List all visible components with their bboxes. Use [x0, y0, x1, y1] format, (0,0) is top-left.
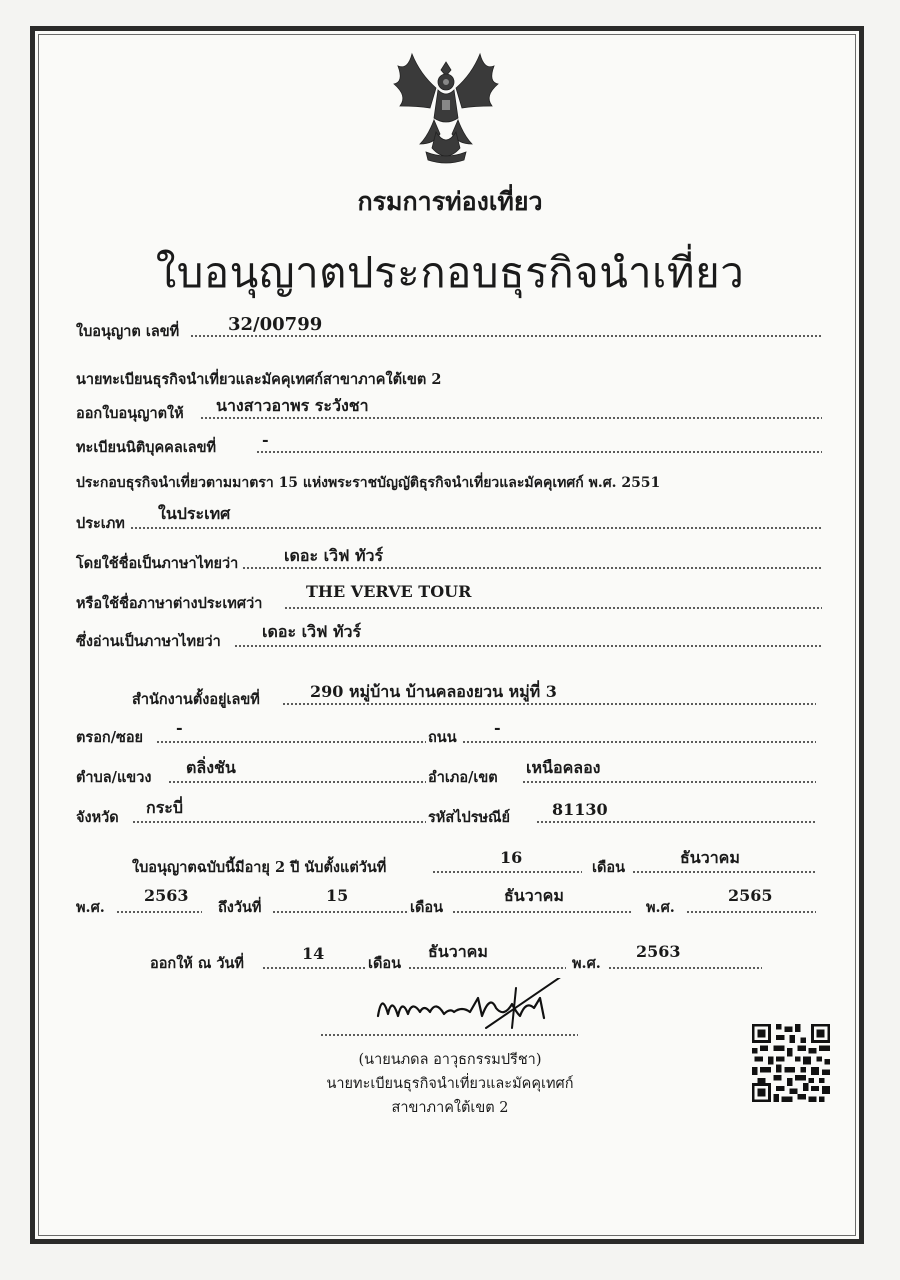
issued-on-day: 14 [302, 944, 325, 963]
signatory-name: (นายนภดล อาวุธกรรมปรีชา) [358, 1052, 542, 1068]
province-label: จังหวัด [76, 809, 119, 826]
reading-value: เดอะ เวิฟ ทัวร์ [262, 622, 362, 641]
validity-month-label: เดือน [592, 859, 625, 876]
district-label: อำเภอ/เขต [428, 769, 498, 786]
road-label: ถนน [428, 729, 457, 746]
juristic-no-dots [256, 451, 822, 453]
category-label: ประเภท [76, 515, 125, 532]
subdistrict-value: ตลิ่งชัน [186, 758, 236, 777]
validity-to-month-dots [452, 911, 632, 913]
validity-from-month-dots [632, 871, 816, 873]
province-dots [132, 821, 426, 823]
thai-name-value: เดอะ เวิฟ ทัวร์ [284, 546, 384, 565]
validity-from-day-dots [432, 871, 582, 873]
signatory-branch: สาขาภาคใต้เขต 2 [391, 1100, 509, 1116]
validity-to-day: 15 [326, 886, 349, 905]
office-value: 290 หมู่บ้าน บ้านคลองยวน หมู่ที่ 3 [310, 682, 557, 701]
issued-on-year: 2563 [636, 942, 681, 961]
garuda-emblem-icon [390, 48, 502, 166]
juristic-no-label: ทะเบียนนิติบุคคลเลขที่ [76, 439, 217, 456]
signature-mark [366, 978, 566, 1038]
road-value: - [494, 718, 501, 737]
postcode-dots [536, 821, 816, 823]
validity-from-day: 16 [500, 848, 523, 867]
issued-on-label: ออกให้ ณ วันที่ [150, 955, 244, 972]
reading-dots [234, 645, 822, 647]
office-label: สำนักงานตั้งอยู่เลขที่ [132, 691, 260, 708]
department-heading: กรมการท่องเที่ยว [357, 187, 543, 216]
alley-dots [156, 741, 426, 743]
validity-to-be-label: พ.ศ. [646, 899, 675, 916]
signature-dots [320, 1034, 578, 1036]
validity-from-year-dots [116, 911, 202, 913]
reading-label: ซึ่งอ่านเป็นภาษาไทยว่า [76, 633, 221, 650]
postcode-label: รหัสไปรษณีย์ [428, 809, 510, 826]
road-dots [462, 741, 816, 743]
issued-to-label: ออกใบอนุญาตให้ [76, 405, 184, 422]
qr-code-icon [752, 1024, 830, 1102]
signatory-position: นายทะเบียนธุรกิจนำเที่ยวและมัคคุเทศก์ [326, 1076, 574, 1092]
validity-be-label: พ.ศ. [76, 899, 105, 916]
issued-on-day-dots [262, 967, 366, 969]
validity-to-month: ธันวาคม [504, 886, 564, 905]
district-value: เหนือคลอง [526, 758, 601, 777]
foreign-name-label: หรือใช้ชื่อภาษาต่างประเทศว่า [76, 595, 263, 612]
validity-to-month-label: เดือน [410, 899, 443, 916]
alley-value: - [176, 718, 183, 737]
document-title: ใบอนุญาตประกอบธุรกิจนำเที่ยว [155, 248, 745, 297]
thai-name-label: โดยใช้ชื่อเป็นภาษาไทยว่า [76, 555, 239, 572]
issued-on-year-dots [608, 967, 762, 969]
license-no-value: 32/00799 [228, 314, 323, 335]
act-line: ประกอบธุรกิจนำเที่ยวตามมาตรา 15 แห่งพระราชบัญญัติธุรกิจนำเที่ยวและมัคคุเทศก์ พ.ศ. 2551 [76, 475, 661, 491]
juristic-no-value: - [262, 430, 269, 449]
validity-label: ใบอนุญาตฉบับนี้มีอายุ 2 ปี นับตั้งแต่วันที่ [132, 859, 387, 876]
validity-to-year-dots [686, 911, 816, 913]
issued-to-value: นางสาวอาพร ระวังชา [216, 396, 369, 415]
registrar-line: นายทะเบียนธุรกิจนำเที่ยวและมัคคุเทศก์สาขาภาคใต้เขต 2 [76, 371, 442, 388]
issued-on-month: ธันวาคม [428, 942, 488, 961]
subdistrict-dots [168, 781, 426, 783]
validity-to-day-dots [272, 911, 408, 913]
validity-to-year: 2565 [728, 886, 773, 905]
category-value: ในประเทศ [158, 504, 231, 523]
license-no-label: ใบอนุญาต เลขที่ [76, 323, 180, 340]
validity-from-month: ธันวาคม [680, 848, 740, 867]
issued-on-month-label: เดือน [368, 955, 401, 972]
validity-until-label: ถึงวันที่ [218, 899, 262, 916]
subdistrict-label: ตำบล/แขวง [76, 769, 152, 786]
issued-on-be-label: พ.ศ. [572, 955, 601, 972]
postcode-value: 81130 [552, 800, 608, 819]
foreign-name-value: THE VERVE TOUR [306, 582, 472, 601]
license-no-dots [190, 335, 822, 337]
category-dots [130, 527, 822, 529]
validity-from-year: 2563 [144, 886, 189, 905]
district-dots [522, 781, 816, 783]
alley-label: ตรอก/ซอย [76, 729, 144, 746]
issued-on-month-dots [408, 967, 566, 969]
province-value: กระบี่ [146, 798, 184, 817]
foreign-name-dots [284, 607, 822, 609]
